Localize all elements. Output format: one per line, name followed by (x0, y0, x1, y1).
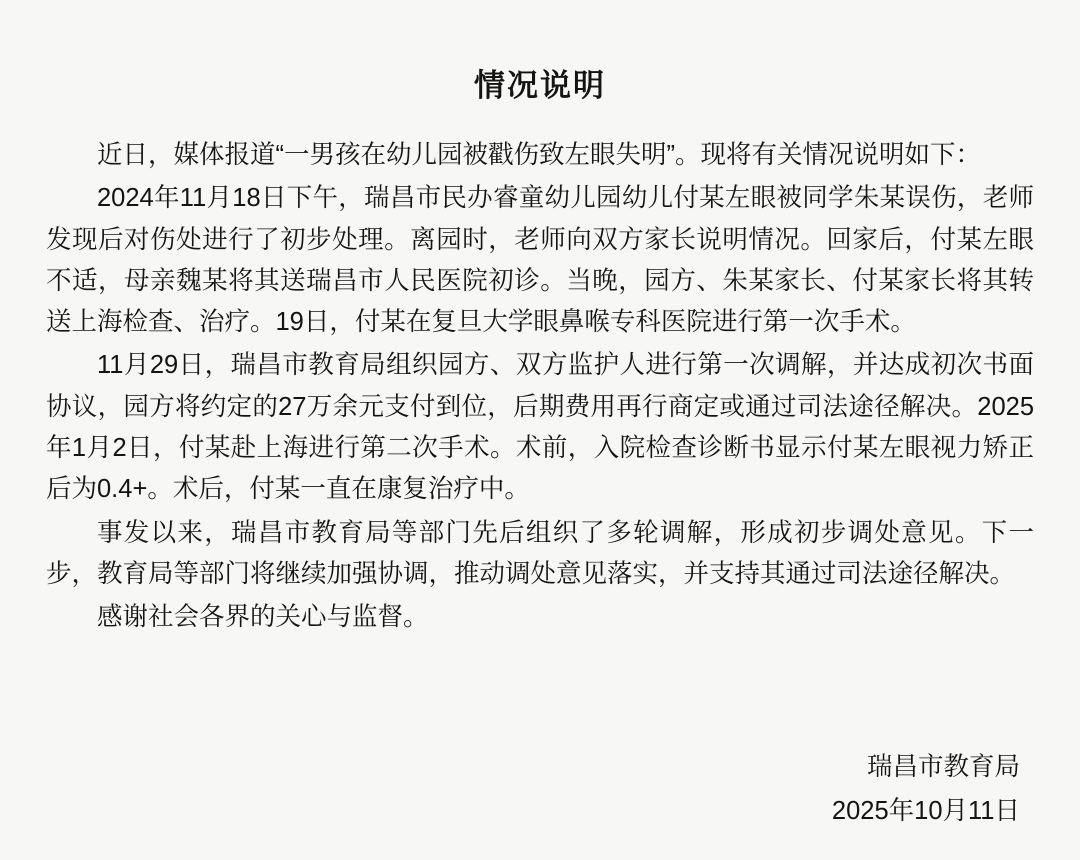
signature-organization: 瑞昌市教育局 (866, 753, 1020, 782)
document-body (46, 135, 1034, 641)
paragraph-1: 近日，媒体报道“一男孩在幼儿园被戳伤致左眼失明”。现将有关情况说明如下： (97, 141, 981, 169)
signature-date: 2025年10月11日 (831, 796, 1020, 825)
paragraph-4: 事发以来，瑞昌市教育局等部门先后组织了多轮调解，形成初步调处意见。下一步，教育局等部门将继续加强协调，推动调处意见落实，并支持其通过司法途径解决。 (46, 518, 1034, 588)
paragraph-2: 2024年11月18日下午，瑞昌市民办睿童幼儿园幼儿付某左眼被同学朱某误伤，老师发现后对伤处进行了初步处理。离园时，老师向双方家长说明情况。回家后，付某左眼不适，母亲魏某将其送瑞昌市人民医院初诊。当晚，园方、朱某家长、付某家长将其转送上海检查、治疗。19日，付某在复旦大学眼鼻喉专科医院进行第一次手术。 (46, 184, 1034, 337)
page-title: 情况说明 (474, 68, 606, 103)
paragraph-5: 感谢社会各界的关心与监督。 (97, 603, 429, 632)
signature-block (46, 747, 1034, 840)
paragraph-3: 11月29日，瑞昌市教育局组织园方、双方监护人进行第一次调解，并达成初次书面协议，园方将约定的27万余元支付到位，后期费用再行商定或通过司法途径解决。2025年1月2日，付某赴上海进行第二次手术。术前，入院检查诊断书显示付某左眼视力矫正后为0.4+。术后，付某一直在康复治疗中。 (46, 351, 1034, 504)
